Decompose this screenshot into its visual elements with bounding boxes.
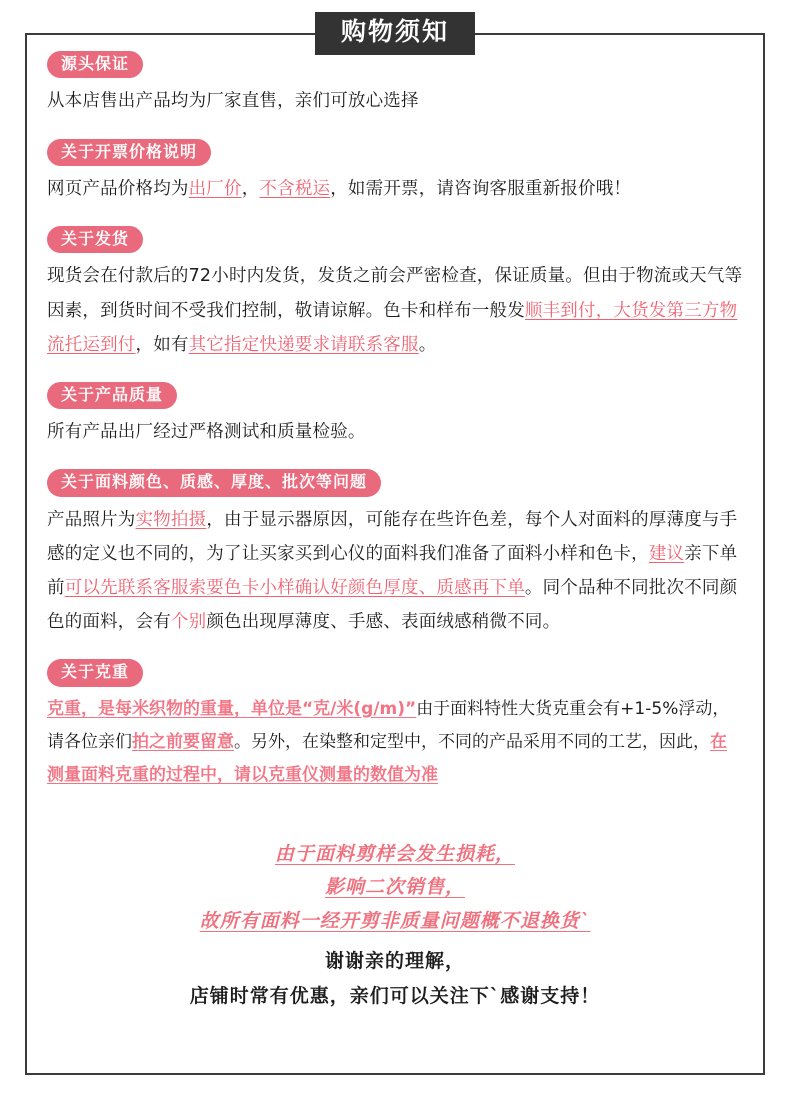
page-title: 购物须知 [315, 12, 475, 55]
text-run: 颜色出现厚薄度、手感、表面绒感稍微不同。 [206, 612, 561, 633]
section-paragraph [47, 259, 743, 361]
text-run: 从本店售出产品均为厂家直售，亲们可放心选择 [47, 91, 419, 112]
text-run: 网页产品价格均为 [47, 178, 189, 199]
text-run: 。同个品种不同批次不同颜色的面料，会有 [47, 577, 738, 633]
section-badge: 关于开票价格说明 [47, 139, 211, 166]
notice-section-fabric-color [47, 469, 743, 655]
section-paragraph [47, 172, 743, 206]
text-run: 。 [418, 334, 437, 355]
footer-warning-line: 由于面料剪样会发生损耗， [274, 843, 515, 866]
section-spacer [47, 792, 743, 808]
text-run: 亲下单前 [47, 543, 738, 598]
highlight-run: 其它指定快递要求请联系客服 [188, 334, 419, 355]
highlight-run: 拍之前要留意 [132, 731, 234, 752]
highlight-run: 出厂价 [188, 178, 242, 199]
notice-section-product-quality [47, 382, 743, 466]
sections-host [47, 51, 743, 808]
notice-section-shipping [47, 226, 743, 378]
text-run: 现货会在付款后的72小时内发货，发货之前会严密检查，保证质量。但由于物流或天气等因素，到货时间不受我们控制，敬请谅解。色卡和样布一般发 [47, 266, 743, 321]
section-badge: 关于克重 [47, 659, 143, 686]
section-paragraph [47, 84, 743, 118]
notice-content [25, 33, 765, 1014]
section-spacer [47, 206, 743, 222]
highlight-run: 在测量面料克重的过程中，请以克重仪测量的数值为准 [47, 731, 727, 785]
footer-thanks-line: 谢谢亲的理解， [324, 949, 465, 972]
footer-warning-line: 影响二次销售， [324, 876, 465, 899]
highlight-run: 实物拍摄 [135, 509, 207, 530]
text-run: 由于面料特性大货克重会有+1-5%浮动，请各位亲们 [47, 698, 730, 752]
section-spacer [47, 639, 743, 655]
footer-warning-line: 故所有面料一经开剪非质量问题概不退换货` [199, 909, 591, 932]
highlight-run: 个别 [170, 612, 207, 633]
highlight-run: 顺丰到付，大货发第三方物流托运到付 [47, 300, 738, 355]
section-paragraph [47, 693, 743, 792]
section-badge: 关于产品质量 [47, 382, 177, 409]
highlight-run: 克重，是每米织物的重量，单位是“克/米(g/m)” [47, 698, 417, 719]
text-run: 产品照片为 [47, 509, 136, 530]
section-badge: 关于面料颜色、质感、厚度、批次等问题 [47, 469, 381, 496]
notice-section-gram-weight [47, 659, 743, 808]
section-spacer [47, 449, 743, 465]
footer-warning-block [47, 838, 743, 938]
highlight-run: 建议 [648, 543, 685, 564]
text-run: ，由于显示器原因，可能存在些许色差，每个人对面料的厚薄度与手感的定义也不同的，为了让买家买到心仪的面料我们准备了面料小样和色卡， [47, 509, 738, 564]
footer-thanks-block [47, 944, 743, 1014]
section-spacer [47, 362, 743, 378]
highlight-run: 不含税运 [259, 178, 331, 199]
notice-section-source-guarantee [47, 51, 743, 135]
text-run: 。另外，在染整和定型中，不同的产品采用不同的工艺，因此， [234, 731, 710, 752]
section-spacer [47, 119, 743, 135]
highlight-run: 可以先联系客服索要色卡小样确认好颜色厚度、质感再下单 [64, 577, 525, 598]
section-badge: 源头保证 [47, 51, 143, 78]
section-paragraph [47, 415, 743, 449]
section-badge: 关于发货 [47, 226, 143, 253]
section-paragraph [47, 503, 743, 640]
notice-section-invoice-price [47, 139, 743, 223]
footer-thanks-line: 店铺时常有优惠，亲们可以关注下`感谢支持！ [189, 984, 601, 1007]
text-run: 所有产品出厂经过严格测试和质量检验。 [47, 422, 366, 443]
text-run: ，如需开票，请咨询客服重新报价哦！ [330, 178, 632, 199]
text-run: ，如有 [135, 334, 189, 355]
text-run: ， [241, 178, 260, 199]
